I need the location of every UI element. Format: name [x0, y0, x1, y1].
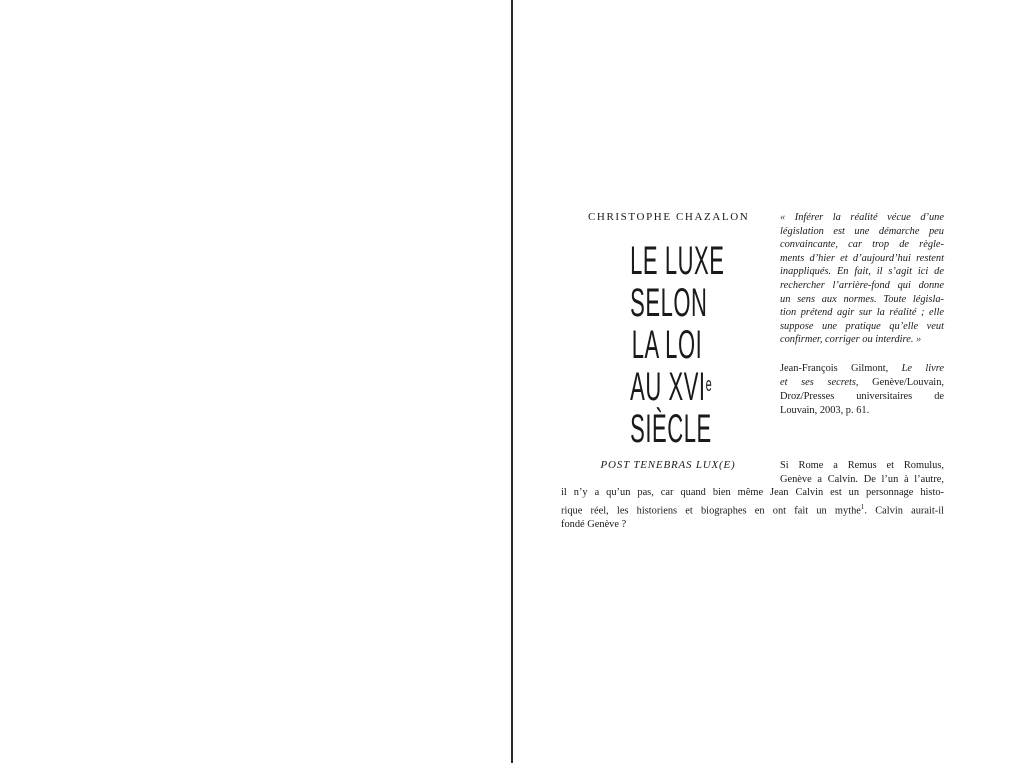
epigraph-line: tion prétend agir sur la réalité ; elle [780, 307, 944, 319]
epigraph-line: ments d’hier et d’aujourd’hui restent [780, 252, 944, 264]
epigraph-line: suppose une pratique qu’elle veut [780, 320, 944, 332]
title-line-4-text: AU XVI [630, 365, 706, 409]
title-line-3: LA LOI [631, 323, 703, 367]
body-line-text: rique réel, les historiens et biographes en ont fait un mythe [561, 505, 861, 517]
source-publisher-place: , Genève/Louvain, [855, 377, 944, 388]
title-line-4 [630, 365, 713, 409]
epigraph-source [780, 362, 944, 418]
body-line: il n’y a qu’un pas, car quand bien même Jean Calvin est un personnage histo- [561, 487, 944, 498]
right-page [513, 0, 1024, 763]
epigraph-line: rechercher l’arrière-fond qui donne [780, 279, 944, 291]
body-line: Genève a Calvin. De l’un à l’autre, [780, 474, 944, 485]
source-title-part2: et ses secrets [780, 377, 856, 388]
chapter-title [630, 239, 725, 451]
source-line-4: Louvain, 2003, p. 61. [780, 405, 870, 416]
epigraph-quote [780, 211, 944, 347]
body-line [561, 500, 944, 518]
source-line-3: Droz/Presses universitaires de [780, 391, 944, 402]
body-line: Si Rome a Remus et Romulus, [780, 460, 944, 471]
body-opening [780, 459, 944, 487]
footnote-reference[interactable]: 1 [860, 503, 865, 511]
title-superscript: e [705, 374, 713, 396]
body-line: fondé Genève ? [561, 519, 627, 531]
body-paragraph [561, 486, 944, 532]
title-line-1: LE LUXE [630, 239, 725, 283]
source-line-1 [780, 362, 944, 376]
epigraph-line: convaincante, car trop de règle- [780, 239, 944, 251]
source-line-2 [780, 376, 944, 390]
epigraph-line: un sens aux normes. Toute législa- [780, 293, 944, 305]
source-author: Jean-François Gilmont, [780, 363, 889, 374]
title-line-5: SIÈCLE [630, 407, 712, 451]
body-line-text-cont: . Calvin aurait-il [864, 505, 945, 517]
author-name: CHRISTOPHE CHAZALON [588, 211, 750, 223]
epigraph-line: « Inférer la réalité vécue d’une [780, 212, 944, 223]
epigraph-line: inappliqués. En fait, il s’agit ici de [780, 266, 944, 278]
epigraph-line: confirmer, corriger ou interdire. » [780, 334, 922, 346]
epigraph-line: législation est une démarche peu [780, 225, 944, 237]
chapter-subtitle: POST TENEBRAS LUX(E) [600, 459, 736, 471]
source-title-part1: Le livre [901, 363, 944, 374]
title-line-2: SELON [630, 281, 708, 325]
